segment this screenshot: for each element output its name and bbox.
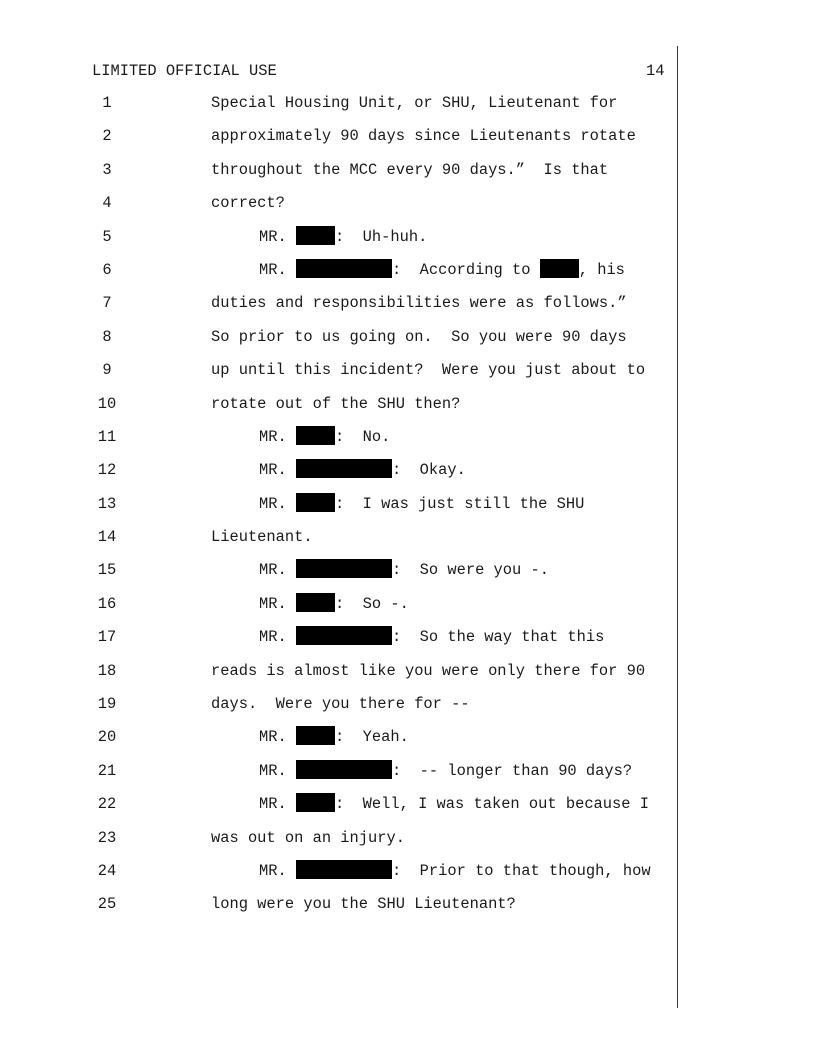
line-number: 1 xyxy=(102,94,112,112)
line-number: 4 xyxy=(102,194,112,213)
transcript-line xyxy=(0,187,816,220)
classification-marking: LIMITED OFFICIAL USE xyxy=(92,62,277,80)
line-number: 22 xyxy=(97,795,117,814)
transcript-line xyxy=(0,321,816,354)
page-number: 14 xyxy=(646,62,665,80)
line-text xyxy=(259,755,632,788)
line-text xyxy=(211,154,608,187)
text-segment: MR. xyxy=(259,728,296,747)
redaction-box xyxy=(296,226,335,245)
text-segment: Special Housing Unit, or SHU, Lieutenant for xyxy=(211,94,618,112)
text-segment: MR. xyxy=(259,561,296,580)
line-text xyxy=(211,655,645,688)
line-text xyxy=(259,588,409,621)
line-number: 12 xyxy=(97,461,117,480)
line-number: 16 xyxy=(97,594,117,613)
line-text xyxy=(259,454,466,487)
line-text xyxy=(211,287,627,320)
line-number: 20 xyxy=(97,728,117,747)
line-text xyxy=(211,321,627,354)
line-text xyxy=(259,421,390,454)
transcript-line xyxy=(0,488,816,521)
transcript-line xyxy=(0,254,816,287)
redaction-box xyxy=(296,593,335,612)
line-number: 9 xyxy=(102,361,112,380)
redaction-box xyxy=(296,793,335,812)
redaction-box xyxy=(540,259,579,278)
text-segment: Lieutenant. xyxy=(211,528,313,547)
text-segment: : Prior to that though, how xyxy=(391,861,651,880)
text-segment: long were you the SHU Lieutenant? xyxy=(211,895,516,914)
line-number: 7 xyxy=(102,294,112,313)
line-number: 21 xyxy=(97,761,117,780)
transcript-line xyxy=(0,621,816,654)
line-number: 23 xyxy=(97,828,117,847)
text-segment: : Okay. xyxy=(391,461,466,480)
line-text xyxy=(211,688,470,721)
text-segment: So prior to us going on. So you were 90 days xyxy=(211,327,627,346)
transcript-line xyxy=(0,388,816,421)
line-text xyxy=(259,621,604,654)
text-segment: : According to xyxy=(391,260,540,279)
text-segment: approximately 90 days since Lieutenants rotate xyxy=(211,127,636,146)
line-text xyxy=(211,354,645,387)
text-segment: correct? xyxy=(211,194,285,213)
text-segment: : Well, I was taken out because I xyxy=(334,795,649,814)
text-segment: was out on an injury. xyxy=(211,828,405,847)
text-segment: days. Were you there for -- xyxy=(211,695,470,714)
text-segment: : So the way that this xyxy=(391,628,605,647)
text-segment: , his xyxy=(578,260,625,279)
redaction-box xyxy=(296,493,335,512)
transcript-line xyxy=(0,354,816,387)
text-segment: : Yeah. xyxy=(334,728,409,747)
line-number: 19 xyxy=(97,695,117,714)
transcript-line xyxy=(0,287,816,320)
line-text xyxy=(259,221,427,254)
text-segment: MR. xyxy=(259,861,296,880)
line-number: 6 xyxy=(102,260,112,279)
text-segment: MR. xyxy=(259,795,296,814)
transcript-line xyxy=(0,588,816,621)
line-text xyxy=(211,87,617,120)
transcript-line xyxy=(0,521,816,554)
redaction-box xyxy=(296,626,392,645)
line-text xyxy=(259,721,409,754)
text-segment: throughout the MCC every 90 days.” Is that xyxy=(211,160,609,179)
text-segment: MR. xyxy=(259,227,296,246)
line-text xyxy=(211,187,285,220)
transcript-line xyxy=(0,454,816,487)
text-segment: : No. xyxy=(334,427,391,446)
line-text xyxy=(211,888,516,921)
text-segment: : I was just still the SHU xyxy=(334,494,585,513)
text-segment: MR. xyxy=(259,761,296,780)
text-segment: MR. xyxy=(259,461,296,480)
line-number: 13 xyxy=(97,494,117,513)
transcript-line xyxy=(0,87,816,120)
line-number: 18 xyxy=(97,661,117,680)
text-segment: MR. xyxy=(259,494,296,513)
text-segment: MR. xyxy=(259,628,296,647)
text-segment: duties and responsibilities were as follows.” xyxy=(211,294,627,313)
text-segment: : So were you -. xyxy=(391,561,549,580)
transcript-line xyxy=(0,221,816,254)
line-text xyxy=(211,120,636,153)
line-number: 15 xyxy=(97,561,117,580)
redaction-box xyxy=(296,259,392,278)
line-text xyxy=(259,855,651,888)
line-number: 24 xyxy=(97,861,117,880)
line-number: 5 xyxy=(102,227,112,246)
transcript-line xyxy=(0,721,816,754)
redaction-box xyxy=(296,760,392,779)
text-segment: MR. xyxy=(259,260,296,279)
transcript-line xyxy=(0,554,816,587)
text-segment: MR. xyxy=(259,427,296,446)
transcript-body xyxy=(0,87,816,922)
line-text xyxy=(259,254,625,287)
transcript-line xyxy=(0,755,816,788)
line-number: 17 xyxy=(97,628,117,647)
text-segment: up until this incident? Were you just about to xyxy=(211,361,646,380)
text-segment: : -- longer than 90 days? xyxy=(391,761,633,780)
text-segment: rotate out of the SHU then? xyxy=(211,394,461,413)
transcript-line xyxy=(0,655,816,688)
text-segment: reads is almost like you were only there for 90 xyxy=(211,661,646,680)
redaction-box xyxy=(296,559,392,578)
line-number: 14 xyxy=(97,528,117,547)
redaction-box xyxy=(296,426,335,445)
line-number: 8 xyxy=(102,327,112,346)
text-segment: : So -. xyxy=(334,594,409,613)
line-number: 3 xyxy=(102,160,112,179)
text-segment: : Uh-huh. xyxy=(334,227,428,246)
line-number: 2 xyxy=(102,127,112,146)
line-number: 25 xyxy=(97,895,117,914)
transcript-line xyxy=(0,855,816,888)
line-text xyxy=(259,788,649,821)
redaction-box xyxy=(296,860,392,879)
transcript-line xyxy=(0,154,816,187)
text-segment: MR. xyxy=(259,594,296,613)
line-text xyxy=(259,488,584,521)
line-number: 10 xyxy=(97,394,117,413)
transcript-line xyxy=(0,120,816,153)
transcript-line xyxy=(0,822,816,855)
line-number: 11 xyxy=(97,427,117,446)
redaction-box xyxy=(296,726,335,745)
line-text xyxy=(211,388,460,421)
redaction-box xyxy=(296,459,392,478)
transcript-line xyxy=(0,421,816,454)
line-text xyxy=(211,521,313,554)
line-text xyxy=(259,554,549,587)
line-text xyxy=(211,822,405,855)
transcript-line xyxy=(0,788,816,821)
transcript-line xyxy=(0,888,816,921)
transcript-line xyxy=(0,688,816,721)
